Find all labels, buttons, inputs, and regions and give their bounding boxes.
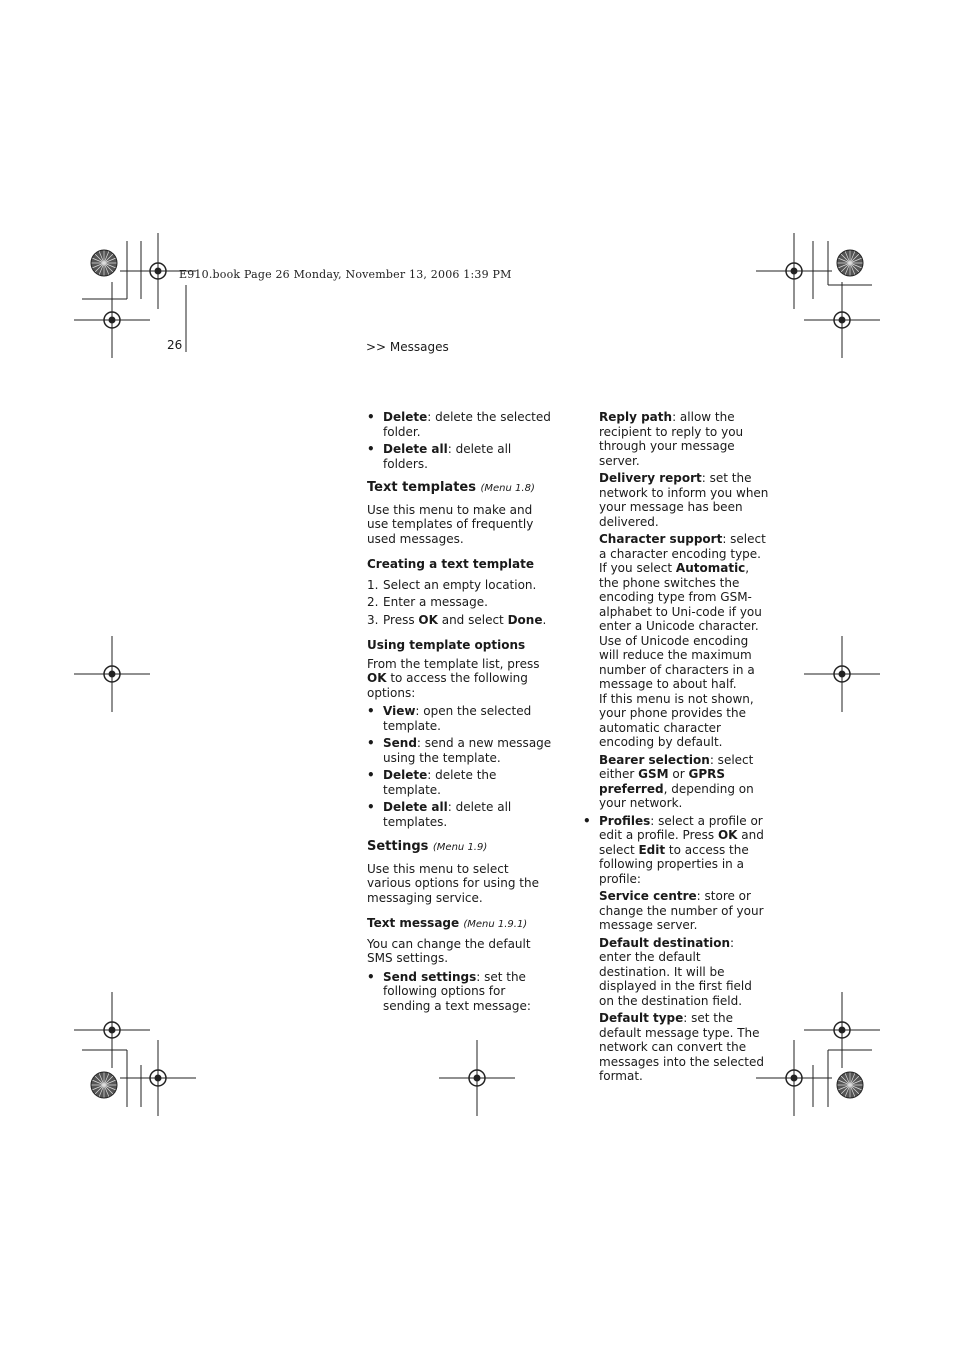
list-item: • Delete all: delete all templates. <box>367 800 553 829</box>
list-item: • Send: send a new message using the template. <box>367 736 553 765</box>
color-swatch-icon <box>91 250 117 276</box>
paragraph: Use this menu to select various options for using the messaging service. <box>367 861 539 905</box>
definition-item: Delivery report: set the network to inform you when your message has been delivered. <box>599 471 769 529</box>
right-column <box>583 410 769 1084</box>
subsection-heading: Text message (Menu 1.9.1) <box>367 916 528 930</box>
color-swatch-icon <box>837 250 863 276</box>
color-swatch-icon <box>837 1072 863 1098</box>
registration-mark-icon <box>804 992 880 1068</box>
list-item: • Delete all: delete all folders. <box>367 442 553 471</box>
paragraph: You can change the default SMS settings. <box>367 936 531 965</box>
definition-item: Character support: select a character encoding type. If you select Automatic, the phone switches the encoding type from GSM-alphabet to Uni-code if you enter a Unicode character. Use of Unicode encoding will reduce the maximum number of characters in a message to about half. If this menu is not shown, your phone provides the automatic character encoding by default. <box>599 532 766 749</box>
registration-mark-icon <box>804 636 880 712</box>
breadcrumb: >> Messages <box>366 340 449 354</box>
list-item: 1. Select an empty location. <box>367 577 537 592</box>
definition-item: Bearer selection: select either GSM or GPRS preferred, depending on your network. <box>599 752 754 810</box>
paragraph: From the template list, press OK to access the following options: <box>367 656 540 700</box>
book-info-line: E910.book Page 26 Monday, November 13, 2006 1:39 PM <box>179 268 512 281</box>
list-item: 2. Enter a message. <box>367 595 488 609</box>
list-item: • Profiles: select a profile or edit a profile. Press OK and select Edit to access the following properties in a profile: <box>583 814 769 887</box>
definition-item: Default type: set the default message type. The network can convert the messages into the selected format. <box>599 1011 764 1083</box>
left-column <box>367 410 553 1013</box>
registration-mark-icon <box>74 636 150 712</box>
list-item: • View: open the selected template. <box>367 704 553 733</box>
definition-item: Service centre: store or change the number of your message server. <box>599 889 764 932</box>
registration-mark-icon <box>74 992 150 1068</box>
subsection-heading: Creating a text template <box>367 557 534 571</box>
list-item: • Delete: delete the selected folder. <box>367 410 553 439</box>
page-number: 26 <box>167 338 183 352</box>
list-item: • Send settings: set the following options for sending a text message: <box>367 970 553 1014</box>
paragraph: Use this menu to make and use templates of frequently used messages. <box>367 502 534 546</box>
section-heading: Text templates (Menu 1.8) <box>367 480 535 495</box>
list-item: • Delete: delete the template. <box>367 768 553 797</box>
registration-mark-icon <box>120 1040 196 1116</box>
registration-mark-icon <box>804 282 880 358</box>
color-swatch-icon <box>91 1072 117 1098</box>
subsection-heading: Using template options <box>367 638 526 652</box>
section-heading: Settings (Menu 1.9) <box>367 839 488 854</box>
definition-item: Default destination: enter the default destination. It will be displayed in the first field on the destination field. <box>599 935 752 1008</box>
list-item: 3. Press OK and select Done. <box>367 612 547 627</box>
registration-mark-icon <box>74 282 150 358</box>
registration-mark-icon <box>756 233 832 309</box>
definition-item: Reply path: allow the recipient to reply to you through your message server. <box>599 410 744 468</box>
registration-mark-icon <box>439 1040 515 1116</box>
